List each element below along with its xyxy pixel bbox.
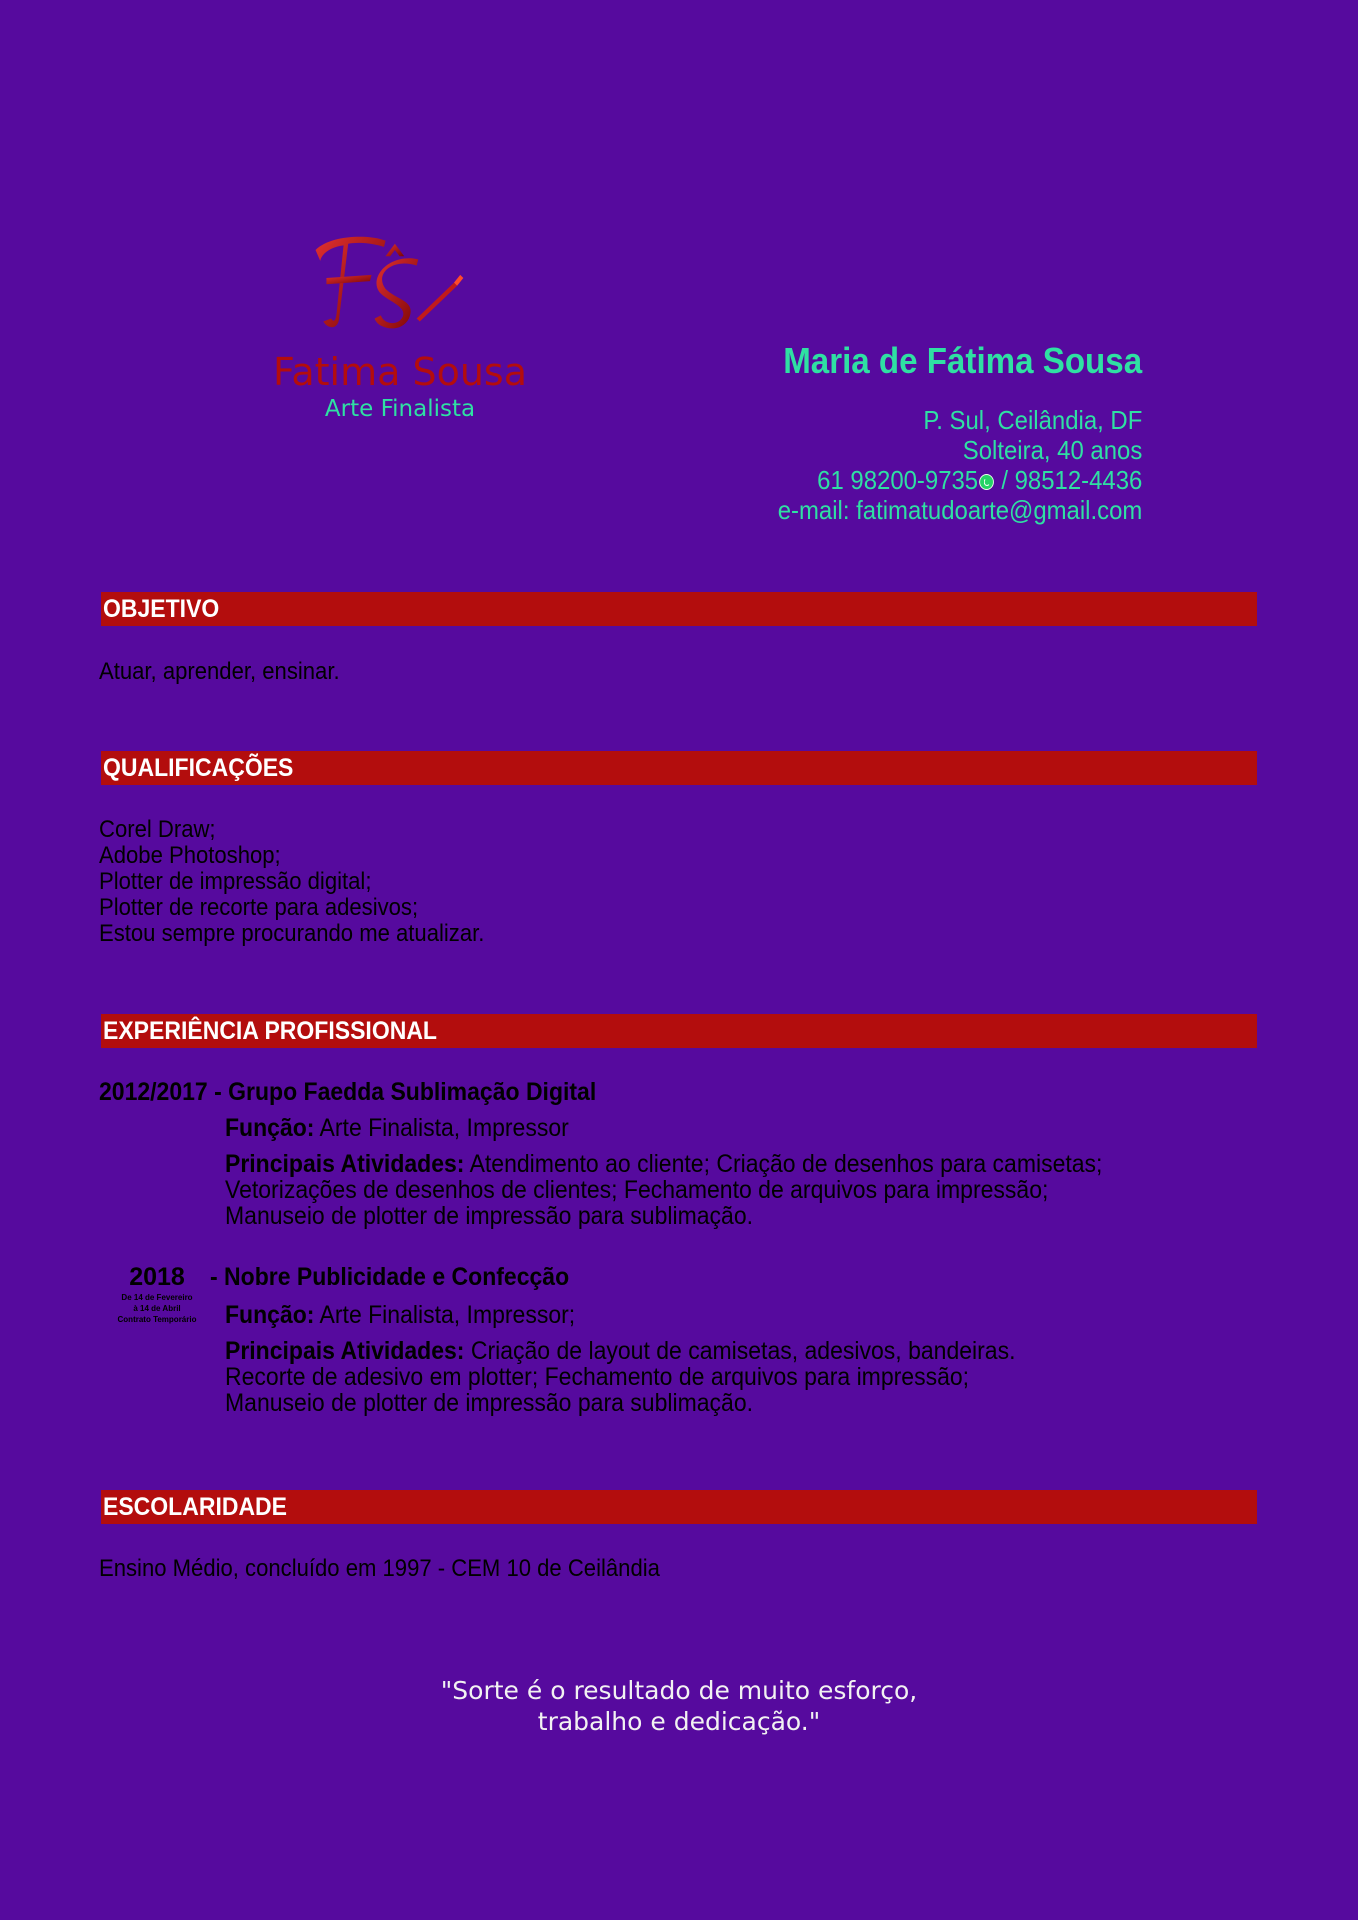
quote-line: trabalho e dedicação."	[537, 1707, 821, 1736]
job-period: 2018	[129, 1263, 185, 1291]
list-item: Plotter de impressão digital;	[99, 868, 372, 895]
phone-line	[777, 465, 1142, 495]
section-bar-escolaridade	[101, 1490, 1257, 1524]
section-bar-objetivo	[101, 592, 1257, 626]
job-details	[225, 1115, 1179, 1229]
period-note	[107, 1292, 207, 1325]
section-title: EXPERIÊNCIA PROFISSIONAL	[103, 1017, 437, 1045]
section-bar-experiencia	[101, 1014, 1257, 1048]
job-funcao	[225, 1302, 1015, 1328]
logo-monogram	[300, 210, 510, 360]
qualificacoes-list	[99, 817, 484, 947]
atividades-label: Principais Atividades:	[225, 1337, 465, 1365]
atividades-label: Principais Atividades:	[225, 1150, 465, 1178]
atividades-line: Vetorizações de desenhos de clientes; Fechamento de arquivos para impressão;	[225, 1176, 1049, 1204]
period-note-line: De 14 de Fevereiro	[121, 1293, 193, 1302]
list-item: Corel Draw;	[99, 816, 216, 843]
funcao-label: Função:	[225, 1301, 315, 1329]
logo-name: Fatima Sousa	[272, 350, 528, 394]
candidate-name: Maria de Fátima Sousa	[783, 340, 1142, 381]
funcao-value: Arte Finalista, Impressor	[314, 1114, 569, 1142]
phone-secondary: / 98512-4436	[994, 465, 1142, 495]
address: P. Sul, Ceilândia, DF	[923, 405, 1142, 435]
section-title: QUALIFICAÇÕES	[103, 754, 294, 782]
contact-block	[777, 405, 1142, 525]
escolaridade-text: Ensino Médio, concluído em 1997 - CEM 10 de Ceilândia	[99, 1555, 660, 1582]
section-bar-qualificacoes	[101, 751, 1257, 785]
atividades-line: Atendimento ao cliente; Criação de desenhos para camisetas;	[464, 1150, 1103, 1178]
atividades-line: Manuseio de plotter de impressão para sublimação.	[225, 1389, 754, 1417]
atividades-line: Recorte de adesivo em plotter; Fechamento de arquivos para impressão;	[225, 1363, 970, 1391]
phone-primary: 61 98200-9735	[816, 465, 978, 495]
atividades-line: Manuseio de plotter de impressão para sublimação.	[225, 1202, 754, 1230]
job-details	[225, 1302, 1084, 1416]
marital-age: Solteira, 40 anos	[962, 435, 1142, 465]
quote-line: "Sorte é o resultado de muito esforço,	[440, 1676, 918, 1705]
section-title: ESCOLARIDADE	[103, 1493, 288, 1521]
closing-quote	[379, 1675, 979, 1737]
funcao-value: Arte Finalista, Impressor;	[314, 1301, 576, 1329]
job-period: 2012/2017	[99, 1078, 208, 1106]
list-item: Plotter de recorte para adesivos;	[99, 894, 419, 921]
job-company: - Nobre Publicidade e Confecção	[210, 1263, 570, 1291]
job-heading	[99, 1078, 596, 1107]
job-company: - Grupo Faedda Sublimação Digital	[207, 1078, 597, 1106]
period-note-line: à 14 de Abril	[133, 1304, 181, 1313]
period-note-line: Contrato Temporário	[117, 1315, 197, 1324]
funcao-label: Função:	[225, 1114, 315, 1142]
section-title: OBJETIVO	[103, 595, 220, 623]
whatsapp-icon	[979, 474, 994, 490]
job-atividades	[225, 1151, 1102, 1177]
list-item: Estou sempre procurando me atualizar.	[99, 920, 485, 947]
logo-role: Arte Finalista	[324, 396, 476, 422]
objetivo-text: Atuar, aprender, ensinar.	[99, 658, 340, 685]
atividades-line: Criação de layout de camisetas, adesivos, bandeiras.	[464, 1337, 1016, 1365]
list-item: Adobe Photoshop;	[99, 842, 281, 869]
job-atividades	[225, 1338, 1015, 1364]
job-funcao	[225, 1115, 1102, 1141]
email: e-mail: fatimatudoarte@gmail.com	[777, 495, 1142, 525]
